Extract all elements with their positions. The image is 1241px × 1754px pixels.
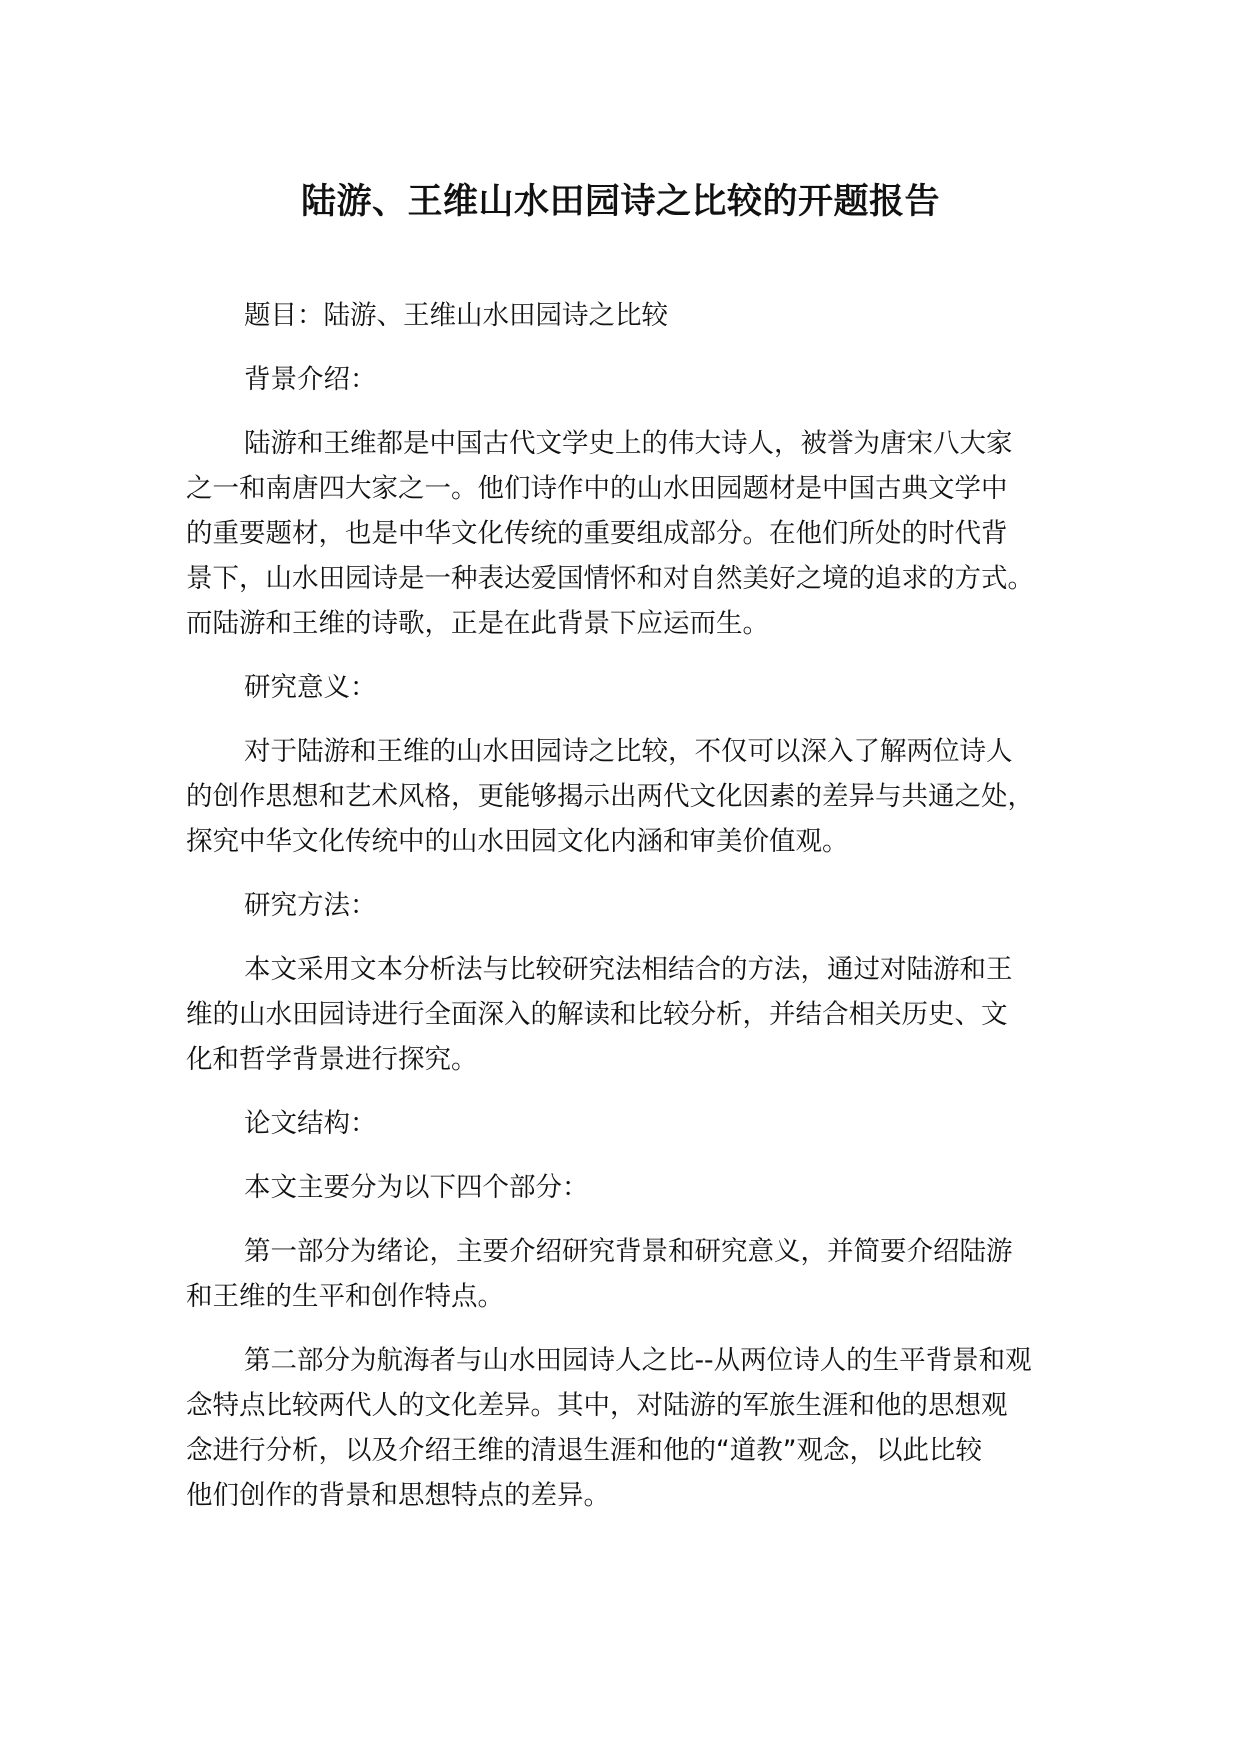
paragraph-gap (186, 1210, 1076, 1229)
paragraph-line: 之一和南唐四大家之一。他们诗作中的山水田园题材是中国古典文学中 (186, 473, 1008, 504)
paragraph-gap (186, 710, 1076, 729)
paragraph-gap (186, 338, 1076, 357)
paragraph-line: 和王维的生平和创作特点。 (186, 1281, 504, 1312)
paragraph (186, 665, 1076, 710)
paragraph-line: 而陆游和王维的诗歌，正是在此背景下应运而生。 (186, 608, 769, 639)
paragraph-line: 对于陆游和王维的山水田园诗之比较，不仅可以深入了解两位诗人 (244, 736, 1013, 767)
paragraph-line: 研究方法： (244, 890, 377, 921)
paragraph-line: 本文主要分为以下四个部分： (244, 1172, 589, 1203)
paragraph-line: 论文结构： (244, 1108, 377, 1139)
paragraph (186, 729, 1076, 864)
paragraph-line: 他们创作的背景和思想特点的差异。 (186, 1480, 610, 1511)
paragraph-line: 念进行分析，以及介绍王维的清退生涯和他的“道教”观念，以此比较 (186, 1435, 982, 1466)
document-body (186, 293, 1076, 1518)
paragraph (186, 1101, 1076, 1146)
paragraph-line: 景下，山水田园诗是一种表达爱国情怀和对自然美好之境的追求的方式。 (186, 563, 1034, 594)
paragraph-line: 研究意义： (244, 672, 377, 703)
paragraph-line: 陆游和王维都是中国古代文学史上的伟大诗人，被誉为唐宋八大家 (244, 428, 1013, 459)
paragraph-line: 的创作思想和艺术风格，更能够揭示出两代文化因素的差异与共通之处， (186, 781, 1034, 812)
paragraph (186, 947, 1076, 1082)
paragraph (186, 1229, 1076, 1319)
paragraph-line: 化和哲学背景进行探究。 (186, 1044, 478, 1075)
paragraph-gap (186, 402, 1076, 421)
paragraph-line: 题目：陆游、王维山水田园诗之比较 (244, 300, 668, 331)
paragraph (186, 421, 1076, 646)
paragraph (186, 1165, 1076, 1210)
paragraph-gap (186, 1082, 1076, 1101)
paragraph-line: 念特点比较两代人的文化差异。其中，对陆游的军旅生涯和他的思想观 (186, 1390, 1008, 1421)
paragraph (186, 1338, 1076, 1518)
paragraph-gap (186, 646, 1076, 665)
paragraph (186, 883, 1076, 928)
paragraph-line: 维的山水田园诗进行全面深入的解读和比较分析，并结合相关历史、文 (186, 999, 1008, 1030)
paragraph-line: 本文采用文本分析法与比较研究法相结合的方法，通过对陆游和王 (244, 954, 1013, 985)
document-title: 陆游、王维山水田园诗之比较的开题报告 (300, 182, 940, 222)
paragraph-gap (186, 1146, 1076, 1165)
paragraph-line: 探究中华文化传统中的山水田园文化内涵和审美价值观。 (186, 826, 849, 857)
paragraph-gap (186, 1319, 1076, 1338)
paragraph-gap (186, 864, 1076, 883)
paragraph (186, 293, 1076, 338)
paragraph-line: 的重要题材，也是中华文化传统的重要组成部分。在他们所处的时代背 (186, 518, 1008, 549)
paragraph (186, 357, 1076, 402)
paragraph-line: 背景介绍： (244, 364, 377, 395)
paragraph-line: 第一部分为绪论，主要介绍研究背景和研究意义，并简要介绍陆游 (244, 1236, 1013, 1267)
paragraph-line: 第二部分为航海者与山水田园诗人之比--从两位诗人的生平背景和观 (244, 1345, 1032, 1376)
paragraph-gap (186, 928, 1076, 947)
